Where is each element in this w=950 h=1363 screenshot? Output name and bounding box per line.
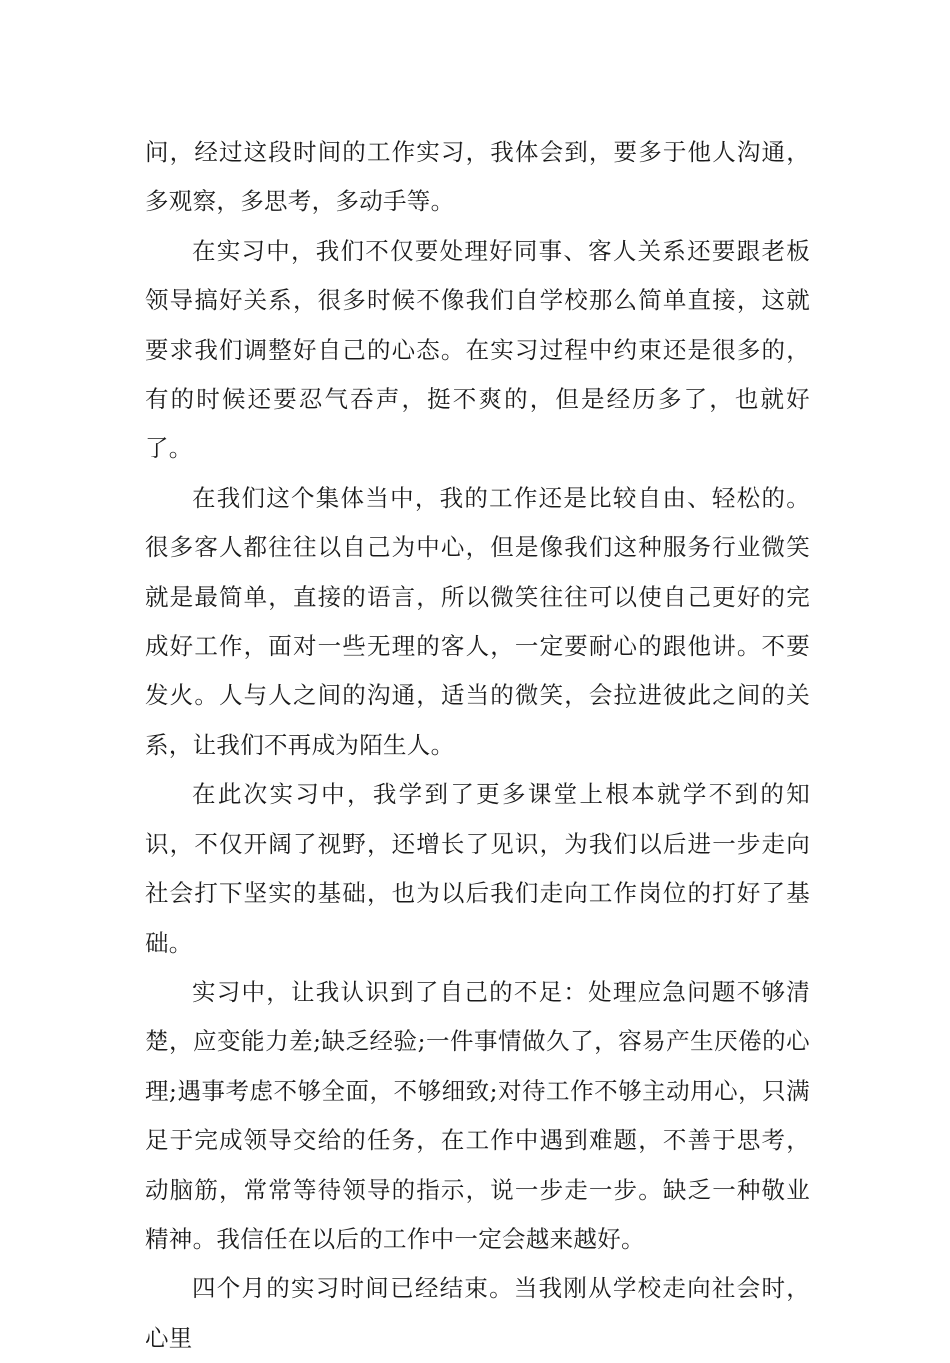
paragraph-4: 在此次实习中，我学到了更多课堂上根本就学不到的知识，不仅开阔了视野，还增长了见识，为我们以后进一步走向社会打下坚实的基础，也为以后我们走向工作岗位的打好了基础。 — [145, 780, 810, 957]
paragraph-6: 四个月的实习时间已经结束。当我刚从学校走向社会时，心里 — [145, 1274, 810, 1352]
paragraph-1: 问，经过这段时间的工作实习，我体会到，要多于他人沟通，多观察，多思考，多动手等。 — [145, 138, 810, 216]
paragraph-2: 在实习中，我们不仅要处理好同事、客人关系还要跟老板领导搞好关系，很多时候不像我们自学校那么简单直接，这就要求我们调整好自己的心态。在实习过程中约束还是很多的，有的时候还要忍气吞声，挺不爽的，但是经历多了，也就好了。 — [145, 236, 810, 463]
paragraph-3: 在我们这个集体当中，我的工作还是比较自由、轻松的。很多客人都往往以自己为中心，但是像我们这种服务行业微笑就是最简单，直接的语言，所以微笑往往可以使自己更好的完成好工作，面对一些无理的客人，一定要耐心的跟他讲。不要发火。人与人之间的沟通，适当的微笑，会拉进彼此之间的关系，让我们不再成为陌生人。 — [145, 483, 810, 759]
document-body — [145, 128, 810, 1363]
paragraph-5: 实习中，让我认识到了自己的不足：处理应急问题不够清楚，应变能力差;缺乏经验;一件事情做久了，容易产生厌倦的心理;遇事考虑不够全面，不够细致;对待工作不够主动用心，只满足于完成领导交给的任务，在工作中遇到难题，不善于思考，动脑筋，常常等待领导的指示，说一步走一步。缺乏一种敬业精神。我信任在以后的工作中一定会越来越好。 — [145, 977, 810, 1253]
